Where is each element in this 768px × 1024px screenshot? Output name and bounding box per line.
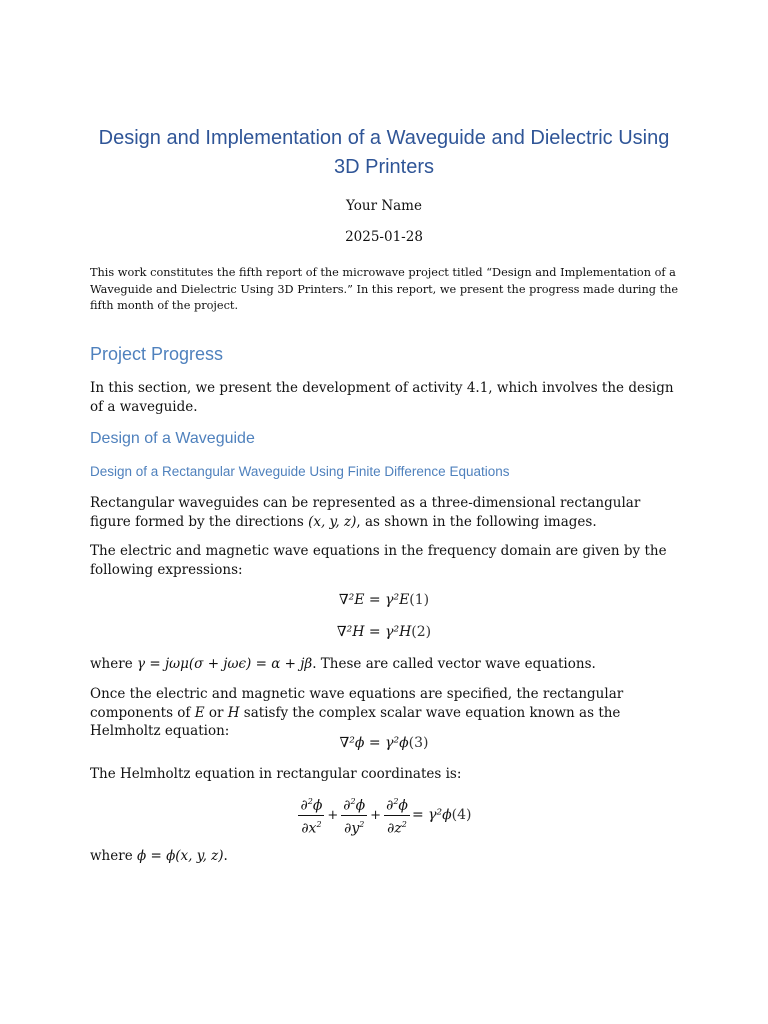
inline-math: γ = jωμ(σ + jωϵ) = α + jβ [136, 656, 313, 672]
inline-math-e: E [194, 704, 205, 721]
fraction-z: $\frac{\partial^2\phi}{\partial z^2}$ [384, 794, 410, 836]
section-intro: In this section, we present the development of activity 4.1, which involves the design of a waveguide. [90, 380, 674, 415]
paragraph-text: Rectangular waveguides can be represented as a three-dimensional rectangular figure formed by the directions [90, 495, 641, 530]
inline-math-h: H [227, 704, 240, 721]
equation-2 [0, 622, 768, 642]
author-name: Your Name [346, 198, 422, 214]
document-title: Design and Implementation of a Waveguide and Dielectric Using 3D Printers [98, 127, 670, 178]
paragraph-helmholtz-rect: The Helmholtz equation in rectangular coordinates is: [90, 766, 462, 782]
equation-number: (2) [411, 624, 432, 640]
paragraph-phi-def [90, 847, 680, 866]
equation-body: ∇²H = γ²H [336, 624, 412, 640]
equation-4: $\frac{\partial^2\phi}{\partial x^2}$ + $\frac{\partial^2\phi}{\partial y^2}$ + $\frac{\partial^2\phi}{\partial z^2}$ = γ²ϕ (4) [0, 794, 768, 836]
equation-1 [0, 590, 768, 610]
paragraph-gamma [90, 655, 680, 674]
paragraph-text: where [90, 656, 137, 672]
subsection-heading: Design of a Waveguide [90, 430, 255, 447]
paragraph-directions [90, 494, 680, 531]
equation-body: ∇²ϕ = γ²ϕ [339, 735, 409, 751]
inline-math: (x, y, z) [308, 513, 357, 530]
subsubsection-heading: Design of a Rectangular Waveguide Using Finite Difference Equations [90, 464, 510, 479]
fraction-x: $\frac{\partial^2\phi}{\partial x^2}$ [298, 794, 324, 836]
paragraph-text: . [223, 848, 228, 864]
paragraph-text: satisfy the complex scalar wave equation known as the Helmholtz equation: [90, 704, 621, 739]
inline-math: ϕ = ϕ(x, y, z) [136, 848, 224, 864]
equation-3 [0, 733, 768, 753]
abstract: This work constitutes the fifth report of the microwave project titled “Design and Implementation of a Waveguide and Dielectric Using 3D Printers.” In this report, we present the progress made during the fifth month of the project. [90, 266, 679, 312]
paragraph-text: where [90, 848, 137, 864]
equation-number: (3) [408, 735, 429, 751]
equation-body: ∇²E = γ²E [338, 592, 410, 608]
paragraph-text: , as shown in the following images. [356, 513, 597, 530]
document-date: 2025-01-28 [345, 229, 423, 245]
paragraph-text: or [204, 704, 228, 721]
paragraph-text: . These are called vector wave equations. [312, 656, 596, 672]
equation-rhs: = γ²ϕ [411, 807, 452, 824]
paragraph-wave-equations: The electric and magnetic wave equations in the frequency domain are given by the following expressions: [90, 543, 667, 578]
section-heading: Project Progress [90, 344, 224, 364]
paragraph-text: Once the electric and magnetic wave equations are specified, the rectangular components of [90, 686, 624, 721]
equation-number: (4) [451, 807, 472, 824]
equation-number: (1) [409, 592, 430, 608]
fraction-y: $\frac{\partial^2\phi}{\partial y^2}$ [341, 794, 367, 836]
